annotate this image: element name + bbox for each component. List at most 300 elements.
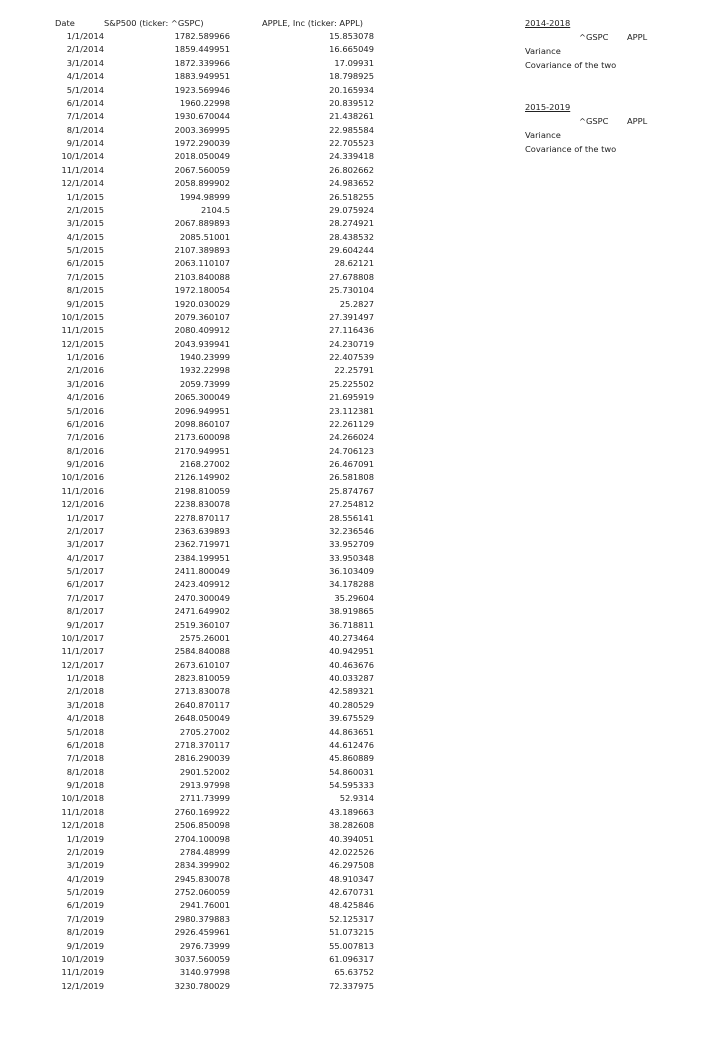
apple-cell: 40.394051: [329, 833, 374, 844]
date-cell: 10/1/2018: [61, 793, 104, 804]
table-row: [0, 578, 725, 591]
table-row: [0, 257, 725, 270]
sp500-cell: 2058.899902: [174, 178, 230, 189]
date-cell: 9/1/2019: [66, 940, 104, 951]
panel-col-appl: APPL: [627, 32, 648, 42]
apple-cell: 33.950348: [329, 552, 374, 563]
date-cell: 11/1/2017: [61, 646, 104, 657]
apple-cell: 44.863651: [329, 726, 374, 737]
table-row: [0, 164, 725, 177]
sp500-cell: 2713.830078: [174, 686, 230, 697]
date-cell: 5/1/2018: [66, 726, 104, 737]
apple-cell: 25.874767: [329, 485, 374, 496]
table-row: [0, 298, 725, 311]
sp500-cell: 2752.060059: [174, 887, 230, 897]
data-table: [0, 30, 725, 993]
apple-cell: 28.62121: [334, 258, 374, 269]
date-cell: 8/1/2016: [66, 445, 104, 456]
date-cell: 3/1/2019: [66, 860, 104, 871]
table-row: [0, 364, 725, 377]
apple-cell: 48.425846: [329, 900, 374, 911]
sp500-cell: 2363.639893: [174, 525, 230, 536]
sp500-cell: 2238.830078: [174, 499, 230, 510]
table-row: [0, 726, 725, 739]
apple-cell: 36.718811: [329, 619, 374, 630]
sp500-cell: 2063.110107: [174, 258, 230, 269]
date-cell: 1/1/2018: [66, 673, 104, 683]
date-cell: 7/1/2015: [66, 271, 104, 282]
sp500-cell: 2673.610107: [174, 659, 230, 670]
table-row: [0, 605, 725, 618]
apple-cell: 33.952709: [329, 539, 374, 550]
sp500-cell: 2411.800049: [174, 566, 230, 576]
date-cell: 2/1/2017: [66, 525, 104, 536]
table-row: [0, 739, 725, 752]
table-row: [0, 899, 725, 912]
table-row: [0, 525, 725, 538]
sp500-cell: 1930.670044: [174, 111, 230, 122]
sp500-cell: 2705.27002: [179, 726, 230, 737]
date-cell: 5/1/2019: [66, 887, 104, 897]
table-row: [0, 57, 725, 70]
sp500-cell: 2760.169922: [174, 806, 230, 817]
apple-cell: 40.033287: [329, 673, 374, 683]
apple-cell: 25.225502: [329, 378, 374, 389]
sp500-cell: 2718.370117: [174, 739, 230, 750]
apple-cell: 22.25791: [334, 365, 374, 376]
sp500-cell: 2976.73999: [179, 940, 230, 951]
table-row: [0, 244, 725, 257]
apple-cell: 40.280529: [329, 699, 374, 710]
sp500-cell: 2080.409912: [174, 325, 230, 336]
date-cell: 2/1/2015: [66, 204, 104, 215]
table-row: [0, 685, 725, 698]
sp500-cell: 2173.600098: [174, 432, 230, 443]
table-row: [0, 645, 725, 658]
sp500-cell: 2470.300049: [174, 592, 230, 603]
apple-cell: 43.189663: [329, 806, 374, 817]
sp500-cell: 2059.73999: [179, 378, 230, 389]
sp500-cell: 1883.949951: [174, 71, 230, 82]
sp500-cell: 2168.27002: [179, 459, 230, 469]
sp500-cell: 2711.73999: [179, 793, 230, 804]
table-row: [0, 458, 725, 471]
date-cell: 7/1/2019: [66, 913, 104, 924]
apple-cell: 24.230719: [329, 338, 374, 349]
table-row: [0, 204, 725, 217]
date-cell: 1/1/2019: [66, 833, 104, 844]
sp500-cell: 2926.459961: [174, 927, 230, 938]
apple-cell: 22.705523: [329, 138, 374, 148]
apple-cell: 27.254812: [329, 499, 374, 510]
apple-cell: 27.391497: [329, 311, 374, 322]
sp500-cell: 2945.830078: [174, 873, 230, 884]
date-cell: 6/1/2015: [66, 258, 104, 269]
table-row: [0, 980, 725, 993]
table-row: [0, 284, 725, 297]
table-row: [0, 70, 725, 83]
date-cell: 5/1/2016: [66, 405, 104, 416]
table-row: [0, 512, 725, 525]
date-cell: 11/1/2016: [61, 485, 104, 496]
table-row: [0, 338, 725, 351]
sp500-cell: 3037.560059: [174, 953, 230, 964]
table-row: [0, 324, 725, 337]
apple-cell: 25.2827: [339, 298, 374, 309]
date-cell: 7/1/2018: [66, 753, 104, 764]
date-cell: 10/1/2015: [61, 311, 104, 322]
table-row: [0, 940, 725, 953]
table-row: [0, 966, 725, 979]
date-cell: 2/1/2016: [66, 365, 104, 376]
apple-cell: 40.463676: [329, 659, 374, 670]
table-row: [0, 752, 725, 765]
apple-cell: 52.125317: [329, 913, 374, 924]
sp500-cell: 1782.589966: [174, 31, 230, 41]
date-cell: 8/1/2015: [66, 285, 104, 296]
sp500-cell: 2506.850098: [174, 820, 230, 831]
table-row: [0, 632, 725, 645]
apple-cell: 55.007813: [329, 940, 374, 951]
date-cell: 1/1/2014: [66, 31, 104, 41]
panel-col-gspc: ^GSPC: [579, 32, 609, 42]
date-cell: 6/1/2018: [66, 739, 104, 750]
sp500-cell: 2941.76001: [179, 900, 230, 911]
apple-cell: 26.802662: [329, 164, 374, 175]
date-cell: 1/1/2017: [66, 512, 104, 523]
apple-cell: 46.297508: [329, 860, 374, 871]
apple-cell: 16.665049: [329, 44, 374, 55]
sp500-cell: 2198.810059: [174, 485, 230, 496]
apple-cell: 44.612476: [329, 739, 374, 750]
apple-cell: 17.09931: [334, 57, 374, 68]
sp500-cell: 2018.050049: [174, 151, 230, 162]
date-cell: 1/1/2015: [66, 191, 104, 202]
sp500-cell: 3140.97998: [179, 967, 230, 978]
sp500-cell: 2384.199951: [174, 552, 230, 563]
covariance-label: Covariance of the two: [525, 144, 617, 154]
apple-cell: 15.853078: [329, 31, 374, 41]
table-row: [0, 792, 725, 805]
sp500-cell: 1859.449951: [174, 44, 230, 55]
sp500-cell: 1994.98999: [179, 191, 230, 202]
date-cell: 1/1/2016: [66, 352, 104, 362]
apple-cell: 23.112381: [329, 405, 374, 416]
date-cell: 11/1/2019: [61, 967, 104, 978]
apple-cell: 25.730104: [329, 285, 374, 296]
table-row: [0, 110, 725, 123]
date-cell: 4/1/2017: [66, 552, 104, 563]
table-row: [0, 97, 725, 110]
date-column-header: Date: [55, 18, 75, 28]
panel-col-appl: APPL: [627, 116, 648, 126]
apple-cell: 28.438532: [329, 231, 374, 242]
date-cell: 6/1/2014: [66, 97, 104, 108]
table-row: [0, 833, 725, 846]
date-cell: 5/1/2017: [66, 566, 104, 576]
table-row: [0, 672, 725, 685]
table-row: [0, 30, 725, 43]
table-row: [0, 43, 725, 56]
table-row: [0, 699, 725, 712]
table-row: [0, 485, 725, 498]
table-row: [0, 418, 725, 431]
apple-cell: 28.556141: [329, 512, 374, 523]
sp500-column-header: S&P500 (ticker: ^GSPC): [104, 18, 204, 28]
date-cell: 9/1/2018: [66, 780, 104, 790]
apple-cell: 38.919865: [329, 606, 374, 617]
panel-2014-2018: [525, 16, 648, 72]
apple-cell: 45.860889: [329, 753, 374, 764]
apple-cell: 65.63752: [334, 967, 374, 978]
date-cell: 9/1/2017: [66, 619, 104, 630]
table-row: [0, 84, 725, 97]
apple-cell: 20.839512: [329, 97, 374, 108]
table-row: [0, 217, 725, 230]
date-cell: 6/1/2016: [66, 418, 104, 429]
apple-cell: 22.261129: [329, 418, 374, 429]
apple-cell: 35.29604: [334, 592, 374, 603]
table-row: [0, 124, 725, 137]
sp500-cell: 2065.300049: [174, 392, 230, 403]
apple-cell: 54.595333: [329, 780, 374, 790]
date-cell: 6/1/2019: [66, 900, 104, 911]
date-cell: 11/1/2015: [61, 325, 104, 336]
apple-cell: 24.706123: [329, 445, 374, 456]
table-row: [0, 271, 725, 284]
date-cell: 12/1/2019: [61, 980, 104, 991]
sp500-cell: 2085.51001: [179, 231, 230, 242]
table-row: [0, 538, 725, 551]
sp500-cell: 1972.180054: [174, 285, 230, 296]
sp500-cell: 2823.810059: [174, 673, 230, 683]
table-row: [0, 592, 725, 605]
sp500-cell: 2519.360107: [174, 619, 230, 630]
sp500-cell: 2648.050049: [174, 713, 230, 724]
date-cell: 3/1/2016: [66, 378, 104, 389]
apple-cell: 42.589321: [329, 686, 374, 697]
date-cell: 12/1/2018: [61, 820, 104, 831]
table-row: [0, 231, 725, 244]
table-row: [0, 859, 725, 872]
table-row: [0, 137, 725, 150]
apple-cell: 32.236546: [329, 525, 374, 536]
sp500-cell: 2901.52002: [179, 766, 230, 777]
sp500-cell: 2067.889893: [174, 218, 230, 229]
date-cell: 2/1/2019: [66, 846, 104, 857]
table-row: [0, 311, 725, 324]
sp500-cell: 2362.719971: [174, 539, 230, 550]
sp500-cell: 2126.149902: [174, 472, 230, 483]
sp500-cell: 2067.560059: [174, 164, 230, 175]
sp500-cell: 2170.949951: [174, 445, 230, 456]
sp500-cell: 1940.23999: [179, 352, 230, 362]
sp500-cell: 2640.870117: [174, 699, 230, 710]
apple-cell: 39.675529: [329, 713, 374, 724]
sp500-cell: 1920.030029: [174, 298, 230, 309]
date-cell: 4/1/2019: [66, 873, 104, 884]
sp500-cell: 2816.290039: [174, 753, 230, 764]
sp500-cell: 2278.870117: [174, 512, 230, 523]
sp500-cell: 3230.780029: [174, 980, 230, 991]
sp500-cell: 2003.369995: [174, 124, 230, 135]
apple-cell: 61.096317: [329, 953, 374, 964]
apple-cell: 34.178288: [329, 579, 374, 590]
table-row: [0, 351, 725, 364]
sp500-cell: 2784.48999: [179, 846, 230, 857]
apple-cell: 26.467091: [329, 459, 374, 469]
date-cell: 7/1/2014: [66, 111, 104, 122]
sp500-cell: 2098.860107: [174, 418, 230, 429]
sp500-cell: 2704.100098: [174, 833, 230, 844]
date-cell: 5/1/2014: [66, 84, 104, 95]
date-cell: 12/1/2017: [61, 659, 104, 670]
apple-cell: 27.116436: [329, 325, 374, 336]
table-row: [0, 659, 725, 672]
date-cell: 8/1/2014: [66, 124, 104, 135]
apple-cell: 48.910347: [329, 873, 374, 884]
apple-cell: 38.282608: [329, 820, 374, 831]
table-row: [0, 498, 725, 511]
apple-cell: 22.985584: [329, 124, 374, 135]
date-cell: 2/1/2014: [66, 44, 104, 55]
sp500-cell: 2913.97998: [179, 780, 230, 790]
date-cell: 5/1/2015: [66, 245, 104, 255]
apple-cell: 22.407539: [329, 352, 374, 362]
sp500-cell: 2079.360107: [174, 311, 230, 322]
table-row: [0, 766, 725, 779]
table-row: [0, 378, 725, 391]
date-cell: 9/1/2016: [66, 459, 104, 469]
date-cell: 12/1/2016: [61, 499, 104, 510]
sp500-cell: 2575.26001: [179, 632, 230, 643]
apple-cell: 26.581808: [329, 472, 374, 483]
apple-cell: 52.9314: [339, 793, 374, 804]
table-row: [0, 619, 725, 632]
table-row: [0, 873, 725, 886]
table-row: [0, 779, 725, 792]
table-row: [0, 552, 725, 565]
apple-cell: 21.695919: [329, 392, 374, 403]
date-cell: 2/1/2018: [66, 686, 104, 697]
table-row: [0, 405, 725, 418]
table-row: [0, 953, 725, 966]
table-row: [0, 445, 725, 458]
table-row: [0, 150, 725, 163]
apple-cell: 51.073215: [329, 927, 374, 938]
table-row: [0, 177, 725, 190]
apple-cell: 24.983652: [329, 178, 374, 189]
sp500-cell: 2834.399902: [174, 860, 230, 871]
sp500-cell: 2107.389893: [174, 245, 230, 255]
date-cell: 12/1/2014: [61, 178, 104, 189]
covariance-label: Covariance of the two: [525, 60, 617, 70]
date-cell: 12/1/2015: [61, 338, 104, 349]
table-row: [0, 191, 725, 204]
date-cell: 4/1/2018: [66, 713, 104, 724]
sp500-cell: 2096.949951: [174, 405, 230, 416]
table-row: [0, 391, 725, 404]
apple-cell: 42.022526: [329, 846, 374, 857]
apple-cell: 28.274921: [329, 218, 374, 229]
date-cell: 6/1/2017: [66, 579, 104, 590]
apple-column-header: APPLE, Inc (ticker: APPL): [262, 18, 363, 28]
apple-cell: 29.604244: [329, 245, 374, 255]
apple-cell: 42.670731: [329, 887, 374, 897]
date-cell: 10/1/2016: [61, 472, 104, 483]
date-cell: 4/1/2015: [66, 231, 104, 242]
variance-label: Variance: [525, 130, 561, 140]
sp500-cell: 1932.22998: [179, 365, 230, 376]
sp500-cell: 2423.409912: [174, 579, 230, 590]
sp500-cell: 2043.939941: [174, 338, 230, 349]
apple-cell: 29.075924: [329, 204, 374, 215]
apple-cell: 26.518255: [329, 191, 374, 202]
apple-cell: 36.103409: [329, 566, 374, 576]
date-cell: 7/1/2017: [66, 592, 104, 603]
apple-cell: 27.678808: [329, 271, 374, 282]
table-row: [0, 565, 725, 578]
apple-cell: 72.337975: [329, 980, 374, 991]
apple-cell: 40.273464: [329, 632, 374, 643]
variance-label: Variance: [525, 46, 561, 56]
date-cell: 3/1/2017: [66, 539, 104, 550]
date-cell: 8/1/2017: [66, 606, 104, 617]
date-cell: 3/1/2018: [66, 699, 104, 710]
date-cell: 10/1/2019: [61, 953, 104, 964]
table-row: [0, 471, 725, 484]
sp500-cell: 1972.290039: [174, 138, 230, 148]
date-cell: 4/1/2016: [66, 392, 104, 403]
sp500-cell: 2980.379883: [174, 913, 230, 924]
sp500-cell: 1923.569946: [174, 84, 230, 95]
table-row: [0, 712, 725, 725]
apple-cell: 21.438261: [329, 111, 374, 122]
table-row: [0, 886, 725, 899]
table-row: [0, 926, 725, 939]
date-cell: 9/1/2015: [66, 298, 104, 309]
sp500-cell: 2584.840088: [174, 646, 230, 657]
sp500-cell: 2104.5: [200, 204, 230, 215]
table-row: [0, 846, 725, 859]
table-row: [0, 806, 725, 819]
date-cell: 10/1/2014: [61, 151, 104, 162]
sp500-cell: 2103.840088: [174, 271, 230, 282]
sp500-cell: 2471.649902: [174, 606, 230, 617]
table-row: [0, 431, 725, 444]
table-row: [0, 819, 725, 832]
sp500-cell: 1960.22998: [179, 97, 230, 108]
date-cell: 7/1/2016: [66, 432, 104, 443]
panel-title: 2015-2019: [525, 102, 571, 112]
apple-cell: 24.339418: [329, 151, 374, 162]
date-cell: 9/1/2014: [66, 138, 104, 148]
date-cell: 3/1/2014: [66, 57, 104, 68]
apple-cell: 40.942951: [329, 646, 374, 657]
date-cell: 4/1/2014: [66, 71, 104, 82]
date-cell: 10/1/2017: [61, 632, 104, 643]
apple-cell: 20.165934: [329, 84, 374, 95]
table-row: [0, 913, 725, 926]
apple-cell: 54.860031: [329, 766, 374, 777]
date-cell: 3/1/2015: [66, 218, 104, 229]
sp500-cell: 1872.339966: [174, 57, 230, 68]
panel-title: 2014-2018: [525, 18, 571, 28]
date-cell: 11/1/2014: [61, 164, 104, 175]
apple-cell: 18.798925: [329, 71, 374, 82]
panel-2015-2019: [525, 100, 648, 156]
date-cell: 8/1/2018: [66, 766, 104, 777]
